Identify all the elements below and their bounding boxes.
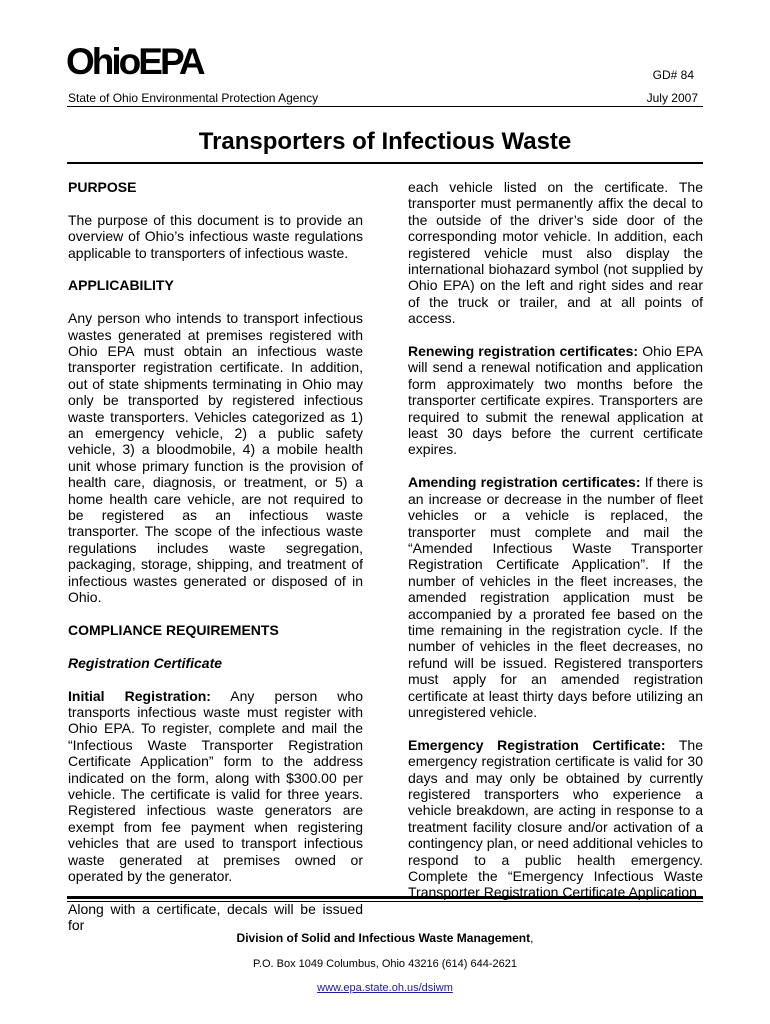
initial-registration-lead: Initial Registration: xyxy=(68,687,211,704)
renewing-text: Ohio EPA will send a renewal notification and application form approximately two months before the transporter certificate expires. Transporters are required to submit the renewal application at least 30 days before the current certificate expires. xyxy=(408,343,703,458)
division-name xyxy=(0,931,770,945)
initial-registration-paragraph xyxy=(68,688,363,885)
initial-registration-text: Any person who transports infectious waste must register with Ohio EPA. To register, complete and mail the “Infectious Waste Transporter Registration Certificate Application” form to the address indicated on the form, along with $300.00 per vehicle. The certificate is valid for three years. Registered infectious waste generators are exempt from fee payment when registering vehicles that are used to transport infectious waste generated at premises owned or operated by the generator. xyxy=(68,687,363,884)
emergency-text: The emergency registration certificate is valid for 30 days and may only be obtained by currently registered transporters who experience a vehicle breakdown, are acting in response to a treatment facility closure and/or activation of a contingency plan, or need additional vehicles to respond to a public health emergency. Complete the “Emergency Infectious Waste Transporter Registration Certificate Application xyxy=(408,736,703,901)
compliance-heading: COMPLIANCE REQUIREMENTS xyxy=(68,621,279,638)
applicability-text: Any person who intends to transport infectious wastes generated at premises registered with Ohio EPA must obtain an infectious waste transporter registration certificate. In addition, out of state shipments terminating in Ohio may only be transported by registered infectious waste transporters. Vehicles categorized as 1) an emergency vehicle, 2) a public safety vehicle, 3) a bloodmobile, 4) a mobile health unit whose primary function is the provision of health care, diagnosis, or treatment, or 5) a home health care vehicle, are not required to be registered as an infectious waste transporter. The scope of the infectious waste regulations includes waste segregation, packaging, storage, shipping, and treatment of infectious wastes generated or disposed of in Ohio. xyxy=(68,310,363,606)
purpose-text: The purpose of this document is to provide an overview of Ohio’s infectious waste regulations applicable to transporters of infectious waste. xyxy=(68,211,363,261)
emergency-paragraph xyxy=(408,737,703,901)
website-link[interactable]: www.epa.state.oh.us/dsiwm xyxy=(317,982,453,994)
decals-continued-text: each vehicle listed on the certificate. The transporter must permanently affix the decal to the outside of the driver’s side door of the corresponding motor vehicle. In addition, each registered vehicle must also display the international biohazard symbol (not supplied by Ohio EPA) on the left and right sides and rear of the truck or trailer, and at all points of access. xyxy=(408,179,703,327)
purpose-heading: PURPOSE xyxy=(68,179,137,195)
agency-name: State of Ohio Environmental Protection Agency xyxy=(68,91,319,105)
decals-text: Along with a certificate, decals will be issued for xyxy=(68,900,363,934)
amending-paragraph xyxy=(408,474,703,720)
title-divider xyxy=(67,162,703,164)
amending-text: If there is an increase or decrease in the number of fleet vehicles or a vehicle is replaced, the transporter must complete and mail the “Amended Infectious Waste Transporter Registration Certificate Application”. If the number of vehicles in the fleet increases, the amended registration application must be accompanied by a prorated fee based on the time remaining in the registration cycle. If the number of vehicles in the fleet decreases, no refund will be issued. Registered transporters must apply for an amended registration certificate at least thirty days before utilizing an unregistered vehicle. xyxy=(408,474,704,720)
logo-text: OhioEPA xyxy=(66,41,203,82)
ohio-epa-logo xyxy=(66,41,203,82)
division-comma: , xyxy=(530,931,534,945)
emergency-lead: Emergency Registration Certificate: xyxy=(408,736,666,753)
contact-address: P.O. Box 1049 Columbus, Ohio 43216 (614) 644-2621 xyxy=(253,958,517,970)
footer-divider xyxy=(67,896,703,902)
amending-lead: Amending registration certificates: xyxy=(408,474,641,491)
page-title: Transporters of Infectious Waste xyxy=(198,128,572,155)
header-divider xyxy=(67,106,703,107)
renewing-lead: Renewing registration certificates: xyxy=(408,343,639,360)
applicability-heading: APPLICABILITY xyxy=(68,277,174,294)
right-column xyxy=(408,179,703,901)
publication-date: July 2007 xyxy=(646,91,698,105)
registration-subheading: Registration Certificate xyxy=(68,654,223,671)
left-column xyxy=(68,179,363,934)
document-number: GD# 84 xyxy=(652,68,694,82)
division-name-text: Division of Solid and Infectious Waste Management xyxy=(236,931,531,945)
website xyxy=(0,982,770,994)
renewing-paragraph xyxy=(408,343,703,458)
